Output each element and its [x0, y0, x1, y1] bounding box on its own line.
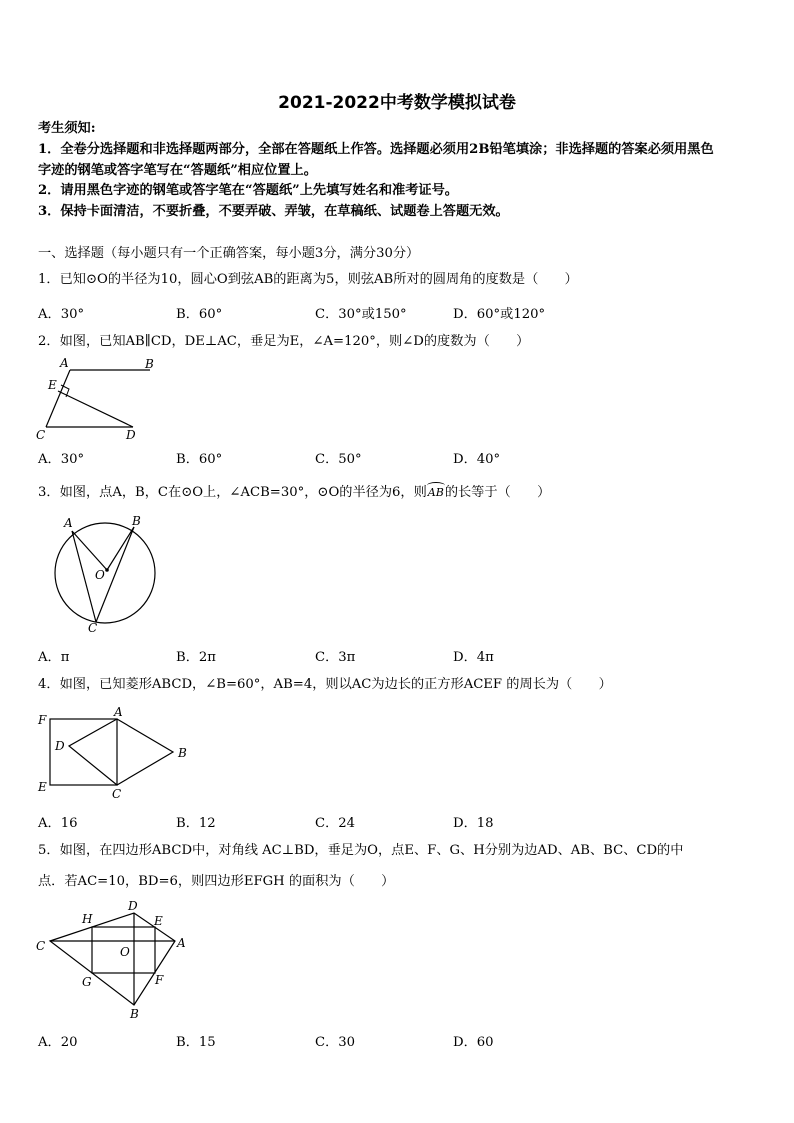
q2-label-e: E: [48, 378, 57, 392]
q3-option-d: D．4π: [453, 650, 494, 665]
q3-arc-label: AB: [427, 486, 444, 499]
notice-line-3: 2．请用黑色字迹的钢笔或答字笔在“答题纸”上先填写姓名和准考证号。: [38, 183, 458, 198]
q3-label-o: O: [95, 568, 105, 582]
notice-heading: 考生须知:: [38, 121, 96, 136]
q3-option-b: B．2π: [176, 650, 216, 665]
q4-label-c: C: [112, 787, 122, 801]
q4-label-e: E: [38, 780, 47, 794]
q4-option-d: D．18: [453, 816, 494, 831]
q2-label-a: A: [60, 356, 69, 370]
q1-option-a: A．30°: [38, 307, 85, 322]
q5-label-d: D: [128, 899, 138, 913]
page-title: 2021-2022中考数学模拟试卷: [278, 93, 516, 113]
q5-label-b: B: [130, 1007, 139, 1021]
q2-option-d: D．40°: [453, 452, 501, 467]
q5-label-e: E: [154, 914, 163, 928]
q1-option-c: C．30°或150°: [315, 307, 407, 322]
q4-label-f: F: [38, 713, 47, 727]
q4-option-b: B．12: [176, 816, 216, 831]
q5-label-o: O: [120, 945, 130, 959]
q5-label-h: H: [82, 912, 93, 926]
q3-option-a: A．π: [38, 650, 70, 665]
question-2-stem: 2．如图，已知AB∥CD，DE⊥AC，垂足为E，∠A=120°，则∠D的度数为（ ）: [38, 334, 530, 349]
q3-option-c: C．3π: [315, 650, 356, 665]
q5-option-d: D．60: [453, 1035, 494, 1050]
q2-option-a: A．30°: [38, 452, 85, 467]
q3-stem-text: 3．如图，点A，B，C在⊙O上，∠ACB=30°，⊙O的半径为6，则: [38, 485, 427, 500]
q3-label-a: A: [64, 516, 73, 530]
q2-label-b: B: [145, 357, 154, 371]
q4-label-d: D: [55, 739, 65, 753]
question-3-stem: [38, 484, 550, 502]
question-4-stem: 4．如图，已知菱形ABCD，∠B=60°，AB=4，则以AC为边长的正方形ACEF 的周长为（ ）: [38, 677, 612, 692]
q5-option-c: C．30: [315, 1035, 356, 1050]
q1-option-d: D．60°或120°: [453, 307, 546, 322]
q4-option-a: A．16: [38, 816, 78, 831]
q2-option-c: C．50°: [315, 452, 362, 467]
q5-label-g: G: [82, 975, 92, 989]
q3-arc-ab: [427, 484, 445, 502]
q2-option-b: B．60°: [176, 452, 223, 467]
section-heading: 一、选择题（每小题只有一个正确答案，每小题3分，满分30分）: [38, 246, 420, 261]
q3-label-c: C: [88, 621, 98, 635]
arc-symbol-icon: [427, 482, 445, 489]
q4-option-c: C．24: [315, 816, 356, 831]
notice-line-1: 1．全卷分选择题和非选择题两部分，全部在答题纸上作答。选择题必须用2B铅笔填涂；非选择题的答案必须用黑色: [38, 142, 714, 157]
q3-stem-end: 的长等于（ ）: [444, 485, 551, 500]
notice-line-4: 3．保持卡面清洁，不要折叠，不要弄破、弄皱，在草稿纸、试题卷上答题无效。: [38, 204, 509, 219]
q5-label-c: C: [36, 939, 46, 953]
q3-label-b: B: [132, 514, 141, 528]
notice-line-2: 字迹的钢笔或答字笔写在“答题纸”相应位置上。: [38, 163, 317, 178]
q5-label-f: F: [155, 973, 164, 987]
question-5-stem-line-2: 点．若AC=10，BD=6，则四边形EFGH 的面积为（ ）: [38, 874, 395, 889]
q5-label-a: A: [177, 936, 186, 950]
q4-label-b: B: [178, 746, 187, 760]
q5-option-a: A．20: [38, 1035, 78, 1050]
q2-label-c: C: [36, 428, 46, 442]
question-1-stem: 1．已知⊙O的半径为10，圆心O到弦AB的距离为5，则弦AB所对的圆周角的度数是（ ）: [38, 272, 578, 287]
q1-option-b: B．60°: [176, 307, 223, 322]
q4-label-a: A: [114, 705, 123, 719]
q2-label-d: D: [126, 428, 136, 442]
q5-option-b: B．15: [176, 1035, 216, 1050]
question-5-stem-line-1: 5．如图，在四边形ABCD中，对角线 AC⊥BD，垂足为O，点E、F、G、H分别为边AD、AB、BC、CD的中: [38, 843, 684, 858]
